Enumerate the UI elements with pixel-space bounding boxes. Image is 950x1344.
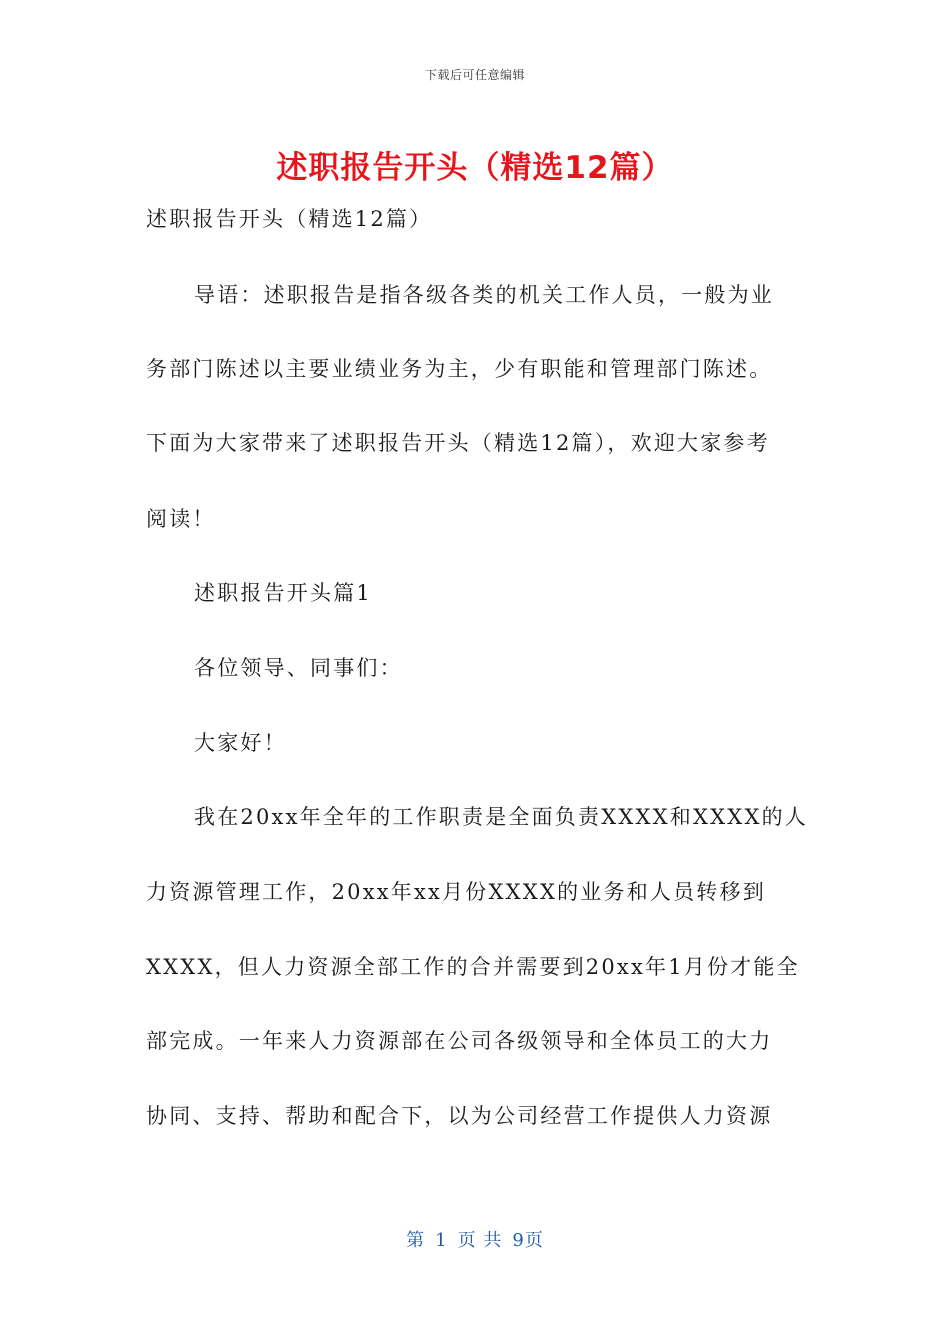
total-page-number: 9 [512, 1230, 525, 1251]
paragraph-line: 下面为大家带来了述职报告开头（精选12篇），欢迎大家参考 [146, 431, 770, 455]
page-header: 下载后可任意编辑 [424, 68, 525, 82]
paragraph-line: 导语：述职报告是指各级各类的机关工作人员，一般为业 [194, 283, 774, 307]
subtitle-line: 述职报告开头（精选12篇） [146, 207, 433, 231]
greeting-line: 大家好！ [194, 731, 287, 755]
paragraph-line: 务部门陈述以主要业绩业务为主，少有职能和管理部门陈述。 [146, 357, 773, 381]
paragraph-line: XXXX，但人力资源全部工作的合并需要到20xx年1月份才能全 [146, 955, 800, 979]
footer-suffix: 页 [524, 1230, 544, 1251]
footer-prefix: 第 [406, 1230, 426, 1251]
paragraph-line: 阅读！ [146, 507, 216, 531]
section-heading: 述职报告开头篇1 [194, 581, 372, 605]
salutation-line: 各位领导、同事们： [194, 656, 403, 680]
document-title: 述职报告开头（精选12篇） [276, 150, 674, 186]
paragraph-line: 协同、支持、帮助和配合下，以为公司经营工作提供人力资源 [146, 1104, 773, 1128]
paragraph-line: 我在20xx年全年的工作职责是全面负责XXXX和XXXX的人 [194, 805, 809, 829]
current-page-number: 1 [435, 1230, 448, 1251]
page-number-footer [0, 1226, 950, 1252]
paragraph-line: 部完成。一年来人力资源部在公司各级领导和全体员工的大力 [146, 1029, 773, 1053]
footer-middle: 页 共 [457, 1230, 503, 1251]
paragraph-line: 力资源管理工作，20xx年xx月份XXXX的业务和人员转移到 [146, 880, 766, 904]
